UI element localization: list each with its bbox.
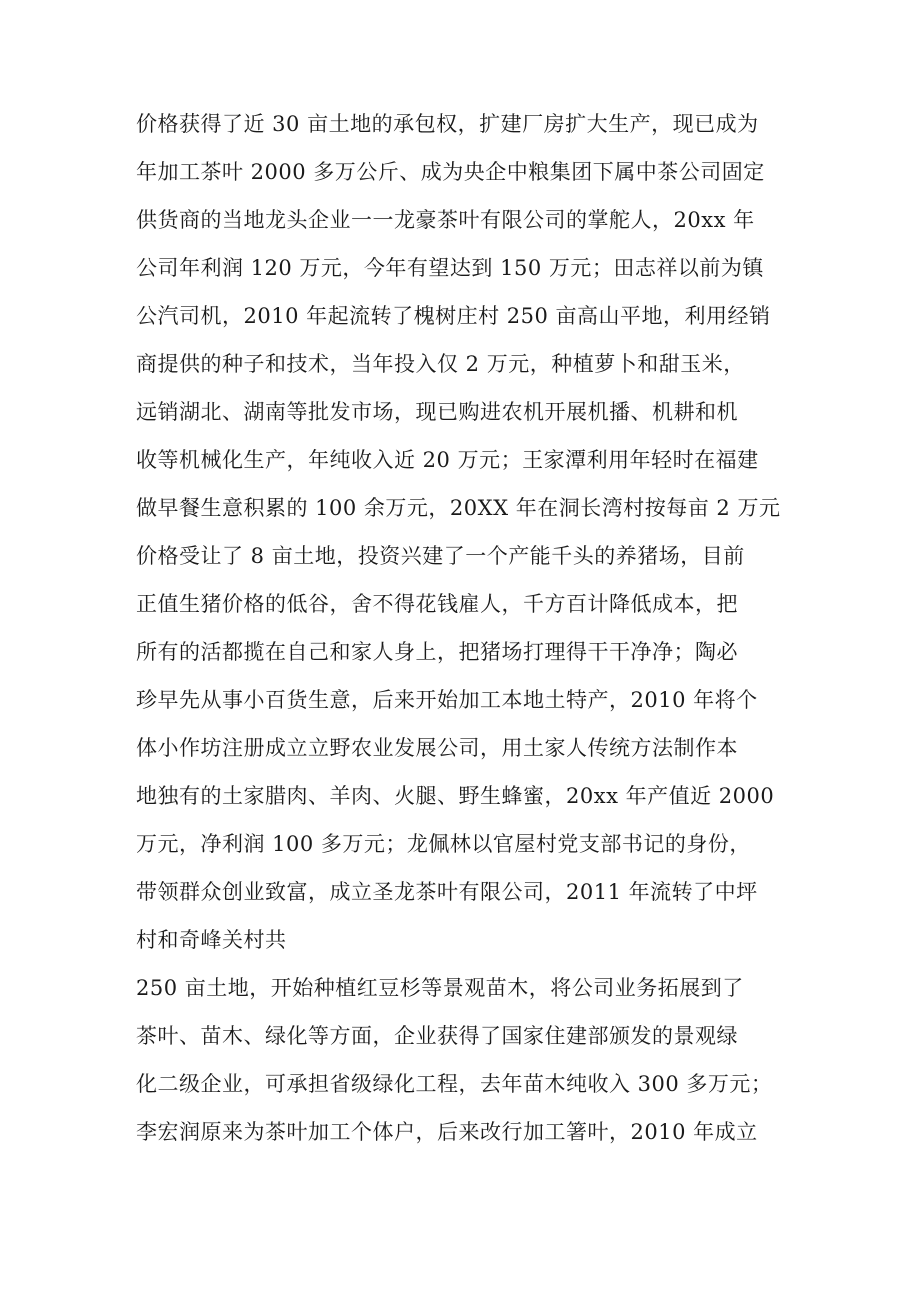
text-line: 价格受让了 8 亩土地，投资兴建了一个产能千头的养猪场，目前	[136, 544, 745, 568]
text-line: 李宏润原来为茶叶加工个体户，后来改行加工箸叶，2010 年成立	[136, 1120, 758, 1144]
text-line: 茶叶、苗木、绿化等方面，企业获得了国家住建部颁发的景观绿	[136, 1024, 738, 1048]
text-line: 远销湖北、湖南等批发市场，现已购进农机开展机播、机耕和机	[136, 400, 738, 424]
text-line: 收等机械化生产，年纯收入近 20 万元；王家潭利用年轻时在福建	[136, 448, 759, 472]
text-line: 正值生猪价格的低谷，舍不得花钱雇人，千方百计降低成本，把	[136, 592, 738, 616]
text-line: 化二级企业，可承担省级绿化工程，去年苗木纯收入 300 多万元；	[136, 1072, 773, 1096]
text-line: 体小作坊注册成立立野农业发展公司，用土家人传统方法制作本	[136, 736, 738, 760]
text-line: 带领群众创业致富，成立圣龙茶叶有限公司，2011 年流转了中坪	[136, 880, 758, 904]
text-line: 地独有的土家腊肉、羊肉、火腿、野生蜂蜜，20xx 年产值近 2000	[136, 784, 775, 808]
text-line: 珍早先从事小百货生意，后来开始加工本地土特产，2010 年将个	[136, 688, 758, 712]
text-line: 村和奇峰关村共	[136, 928, 287, 952]
text-line: 商提供的种子和技术，当年投入仅 2 万元，种植萝卜和甜玉米，	[136, 352, 745, 376]
text-line: 所有的活都揽在自己和家人身上，把猪场打理得干干净净；陶必	[136, 640, 738, 664]
text-line: 万元，净利润 100 多万元；龙佩林以官屋村党支部书记的身份，	[136, 832, 751, 856]
text-line: 供货商的当地龙头企业一一龙豪茶叶有限公司的掌舵人，20xx 年	[136, 208, 755, 232]
text-line: 250 亩土地，开始种植红豆杉等景观苗木，将公司业务拓展到了	[136, 976, 744, 1000]
text-line: 公汽司机，2010 年起流转了槐树庄村 250 亩高山平地，利用经销	[136, 304, 771, 328]
text-line: 做早餐生意积累的 100 余万元，20XX 年在洞长湾村按每亩 2 万元	[136, 496, 781, 520]
text-line: 公司年利润 120 万元，今年有望达到 150 万元；田志祥以前为镇	[136, 256, 764, 280]
text-line: 价格获得了近 30 亩土地的承包权，扩建厂房扩大生产，现已成为	[136, 112, 759, 136]
text-line: 年加工茶叶 2000 多万公斤、成为央企中粮集团下属中茶公司固定	[136, 160, 765, 184]
